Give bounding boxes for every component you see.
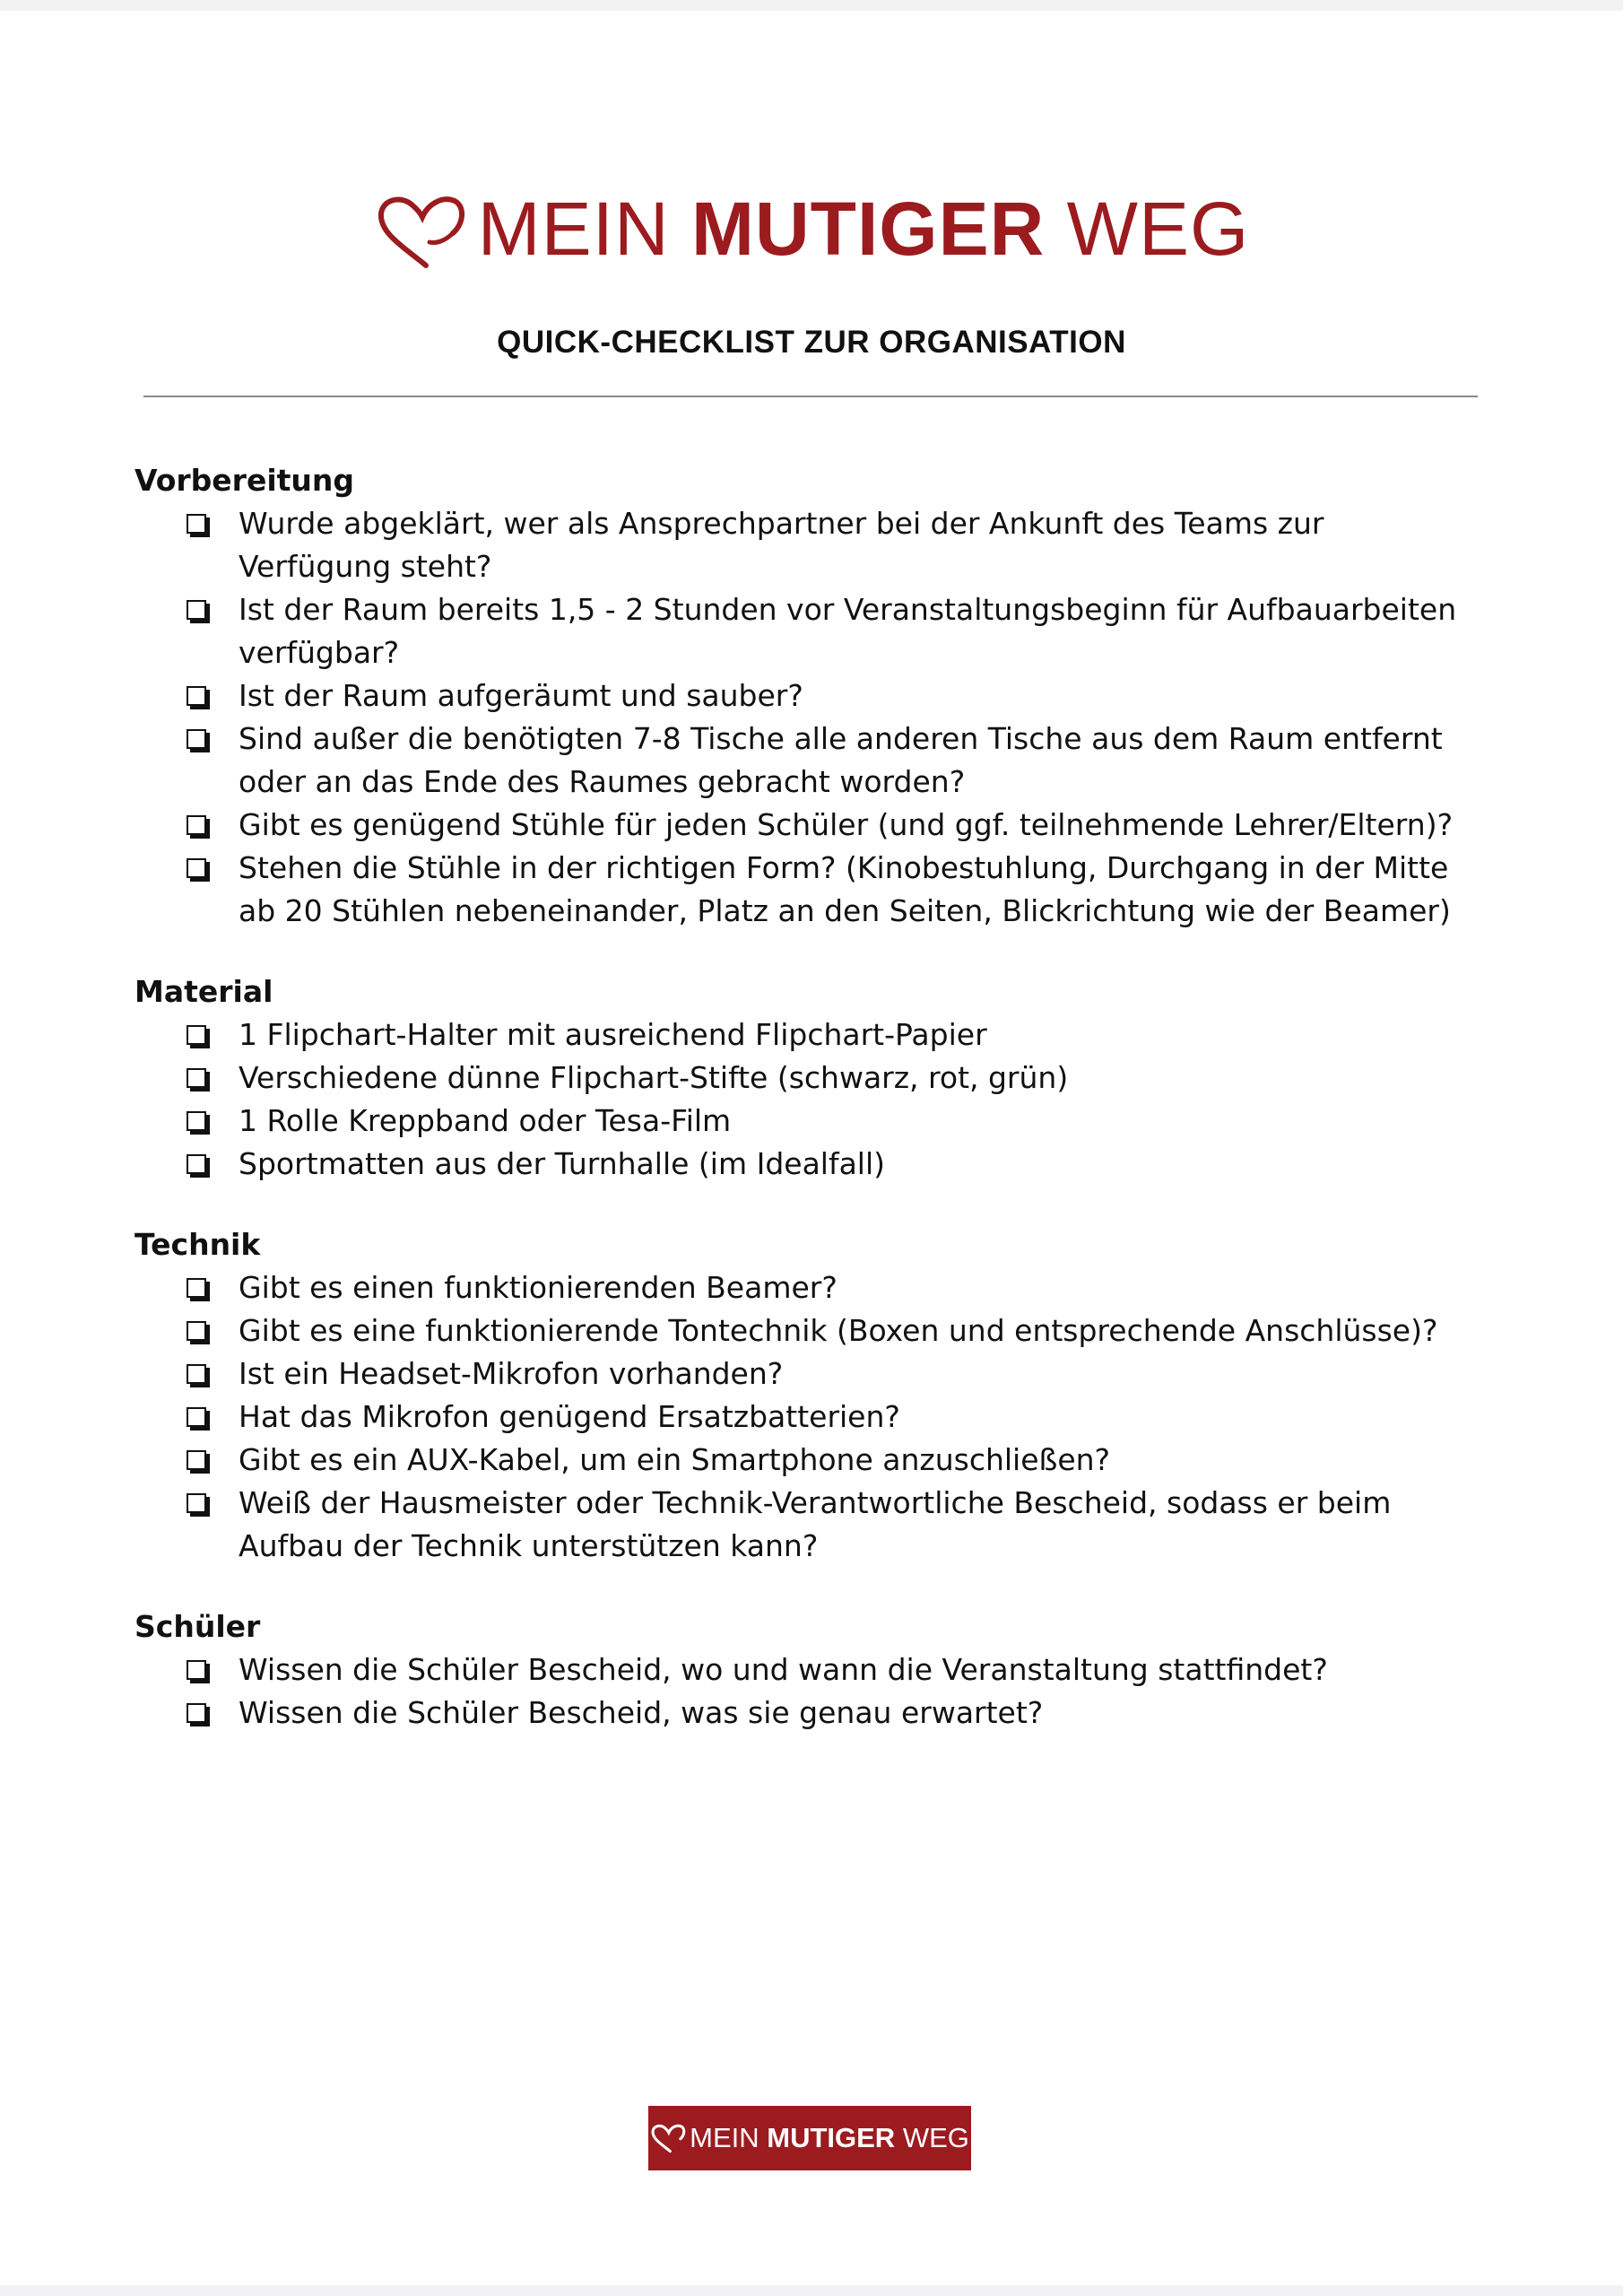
checklist-item: [135, 1396, 1480, 1439]
section-schueler: [135, 1605, 1480, 1735]
item-text: Hat das Mikrofon genügend Ersatzbatterien?: [239, 1399, 900, 1434]
checkbox-icon[interactable]: [187, 1450, 206, 1470]
checklist-items: [135, 1013, 1480, 1186]
item-text: 1 Rolle Kreppband oder Tesa-Film: [239, 1103, 732, 1138]
checklist-item: [135, 1013, 1480, 1057]
checklist-items: [135, 502, 1480, 933]
checklist-item: [135, 1100, 1480, 1143]
checkbox-icon[interactable]: [187, 1493, 206, 1513]
item-text: Gibt es eine funktionierende Tontechnik (Boxen und entsprechende Anschlüsse)?: [239, 1313, 1438, 1348]
item-text: Sportmatten aus der Turnhalle (im Idealfall): [239, 1146, 886, 1181]
checkbox-icon[interactable]: [187, 1660, 206, 1680]
checkbox-icon[interactable]: [187, 686, 206, 706]
checkbox-icon[interactable]: [187, 1068, 206, 1088]
checklist-item: [135, 804, 1480, 847]
item-text: Verschiedene dünne Flipchart-Stifte (schwarz, rot, grün): [239, 1060, 1069, 1095]
checklist: [135, 459, 1480, 1772]
item-text: Stehen die Stühle in der richtigen Form? (Kinobestuhlung, Durchgang in der Mitte ab 20 Stühlen nebeneinander, Platz an den Seiten, Blickrichtung wie der Beamer): [239, 850, 1451, 928]
checklist-item: [135, 1057, 1480, 1100]
section-material: [135, 970, 1480, 1186]
checkbox-icon[interactable]: [187, 815, 206, 835]
checklist-items: [135, 1648, 1480, 1735]
logo-word-mutiger: MUTIGER: [691, 187, 1046, 271]
item-text: Gibt es ein AUX-Kabel, um ein Smartphone anzuschließen?: [239, 1442, 1111, 1477]
checklist-item: [135, 1352, 1480, 1396]
checkbox-icon[interactable]: [187, 1154, 206, 1174]
item-text: Ist der Raum aufgeräumt und sauber?: [239, 678, 803, 713]
heart-icon: [374, 194, 467, 269]
item-text: Weiß der Hausmeister oder Technik-Verantwortliche Bescheid, sodass er beim Aufbau der Technik unterstützen kann?: [239, 1485, 1392, 1563]
checklist-item: [135, 1439, 1480, 1482]
document-page: [0, 11, 1623, 2285]
checklist-item: [135, 1692, 1480, 1735]
checkbox-icon[interactable]: [187, 1025, 206, 1045]
footer-logo-word-mein: MEIN: [690, 2122, 759, 2153]
checklist-item: [135, 1309, 1480, 1352]
checklist-item: [135, 1266, 1480, 1309]
checklist-items: [135, 1266, 1480, 1568]
section-heading: Technik: [135, 1227, 261, 1262]
item-text: Wurde abgeklärt, wer als Ansprechpartner bei der Ankunft des Teams zur Verfügung steht?: [239, 506, 1324, 584]
checkbox-icon[interactable]: [187, 1111, 206, 1131]
checkbox-icon[interactable]: [187, 1364, 206, 1384]
checkbox-icon[interactable]: [187, 1407, 206, 1427]
section-heading: Vorbereitung: [135, 463, 355, 498]
checklist-item: [135, 502, 1480, 588]
checklist-item: [135, 674, 1480, 718]
checkbox-icon[interactable]: [187, 1321, 206, 1341]
checklist-item: [135, 1143, 1480, 1186]
checkbox-icon[interactable]: [187, 600, 206, 620]
heart-icon: [650, 2123, 686, 2153]
checklist-item: [135, 588, 1480, 674]
checkbox-icon[interactable]: [187, 1703, 206, 1723]
brand-logo: [0, 188, 1623, 269]
item-text: Wissen die Schüler Bescheid, was sie genau erwartet?: [239, 1695, 1044, 1730]
item-text: Gibt es einen funktionierenden Beamer?: [239, 1270, 838, 1305]
section-technik: [135, 1223, 1480, 1568]
document-title: QUICK-CHECKLIST ZUR ORGANISATION: [497, 325, 1126, 360]
checkbox-icon[interactable]: [187, 1278, 206, 1298]
logo-word-mein: MEIN: [477, 187, 670, 271]
checklist-item: [135, 718, 1480, 804]
checklist-item: [135, 1482, 1480, 1568]
item-text: Gibt es genügend Stühle für jeden Schüler (und ggf. teilnehmende Lehrer/Eltern)?: [239, 807, 1454, 842]
section-heading: Material: [135, 974, 273, 1009]
item-text: Ist ein Headset-Mikrofon vorhanden?: [239, 1356, 784, 1391]
footer-logo: [648, 2106, 971, 2170]
checklist-item: [135, 1648, 1480, 1692]
item-text: Sind außer die benötigten 7-8 Tische alle anderen Tische aus dem Raum entfernt oder an das Ende des Raumes gebracht worden?: [239, 721, 1443, 799]
item-text: Ist der Raum bereits 1,5 - 2 Stunden vor Veranstaltungsbeginn für Aufbauarbeiten verfügbar?: [239, 592, 1457, 670]
footer-logo-word-weg: WEG: [902, 2122, 969, 2153]
item-text: 1 Flipchart-Halter mit ausreichend Flipchart-Papier: [239, 1017, 987, 1052]
logo-word-weg: WEG: [1066, 187, 1250, 271]
footer-logo-word-mutiger: MUTIGER: [767, 2122, 896, 2153]
section-heading: Schüler: [135, 1609, 261, 1644]
title-divider: [143, 396, 1478, 397]
checkbox-icon[interactable]: [187, 514, 206, 534]
item-text: Wissen die Schüler Bescheid, wo und wann die Veranstaltung stattfindet?: [239, 1652, 1328, 1687]
section-vorbereitung: [135, 459, 1480, 933]
checkbox-icon[interactable]: [187, 729, 206, 749]
checklist-item: [135, 847, 1480, 933]
checkbox-icon[interactable]: [187, 858, 206, 878]
